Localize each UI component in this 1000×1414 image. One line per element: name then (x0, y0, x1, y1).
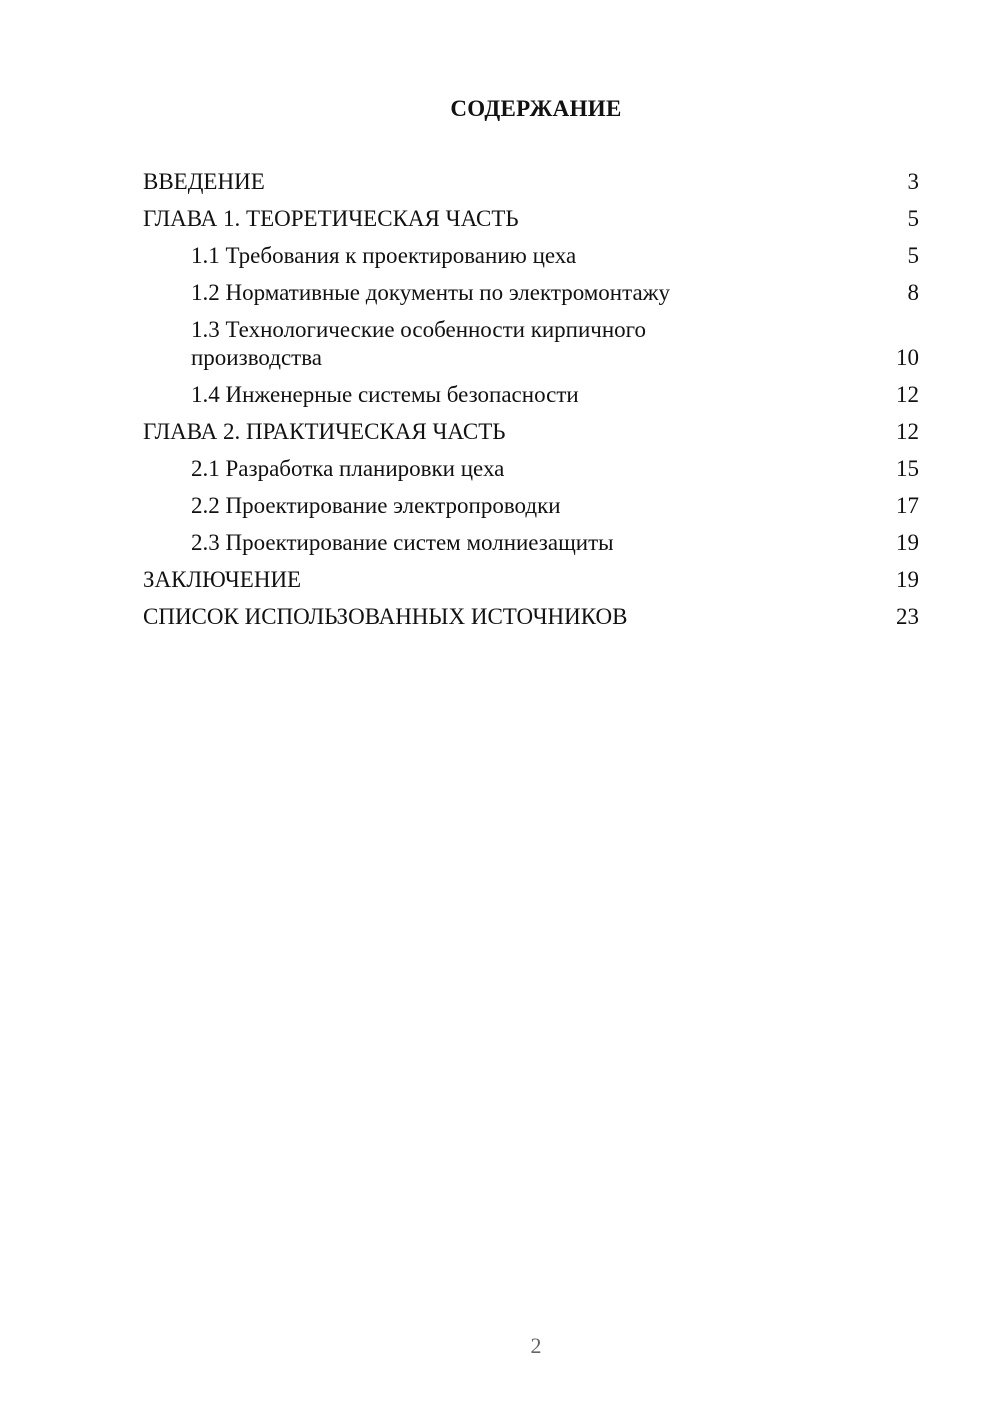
toc-entry-label: ЗАКЛЮЧЕНИЕ (143, 567, 302, 592)
toc-entry-page-number: 3 (907, 169, 919, 194)
toc-entry-label: СПИСОК ИСПОЛЬЗОВАННЫХ ИСТОЧНИКОВ (143, 604, 628, 629)
toc-entry-section-1-4[interactable] (143, 381, 919, 409)
toc-entry-page-number: 19 (896, 530, 919, 555)
toc-entry-label: 2.2 Проектирование электропроводки (191, 493, 561, 518)
toc-entry-label: 1.3 Технологические особенности кирпичного производства (191, 317, 647, 370)
toc-entry-page-number: 10 (896, 345, 919, 370)
toc-entry-page-number: 19 (896, 567, 919, 592)
toc-entry-label: 2.1 Разработка планировки цеха (191, 456, 505, 481)
toc-entry-chapter-2[interactable] (143, 418, 919, 446)
toc-entry-section-1-1[interactable] (143, 242, 919, 270)
toc-entry-page-number: 17 (896, 493, 919, 518)
toc-entry-page-number: 15 (896, 456, 919, 481)
toc-entry-section-1-3[interactable] (143, 316, 919, 372)
toc-entry-page-number: 23 (896, 604, 919, 629)
toc-entry-label: 1.1 Требования к проектированию цеха (191, 243, 577, 268)
toc-entry-label: 2.3 Проектирование систем молниезащиты (191, 530, 614, 555)
toc-entry-label: 1.2 Нормативные документы по электромонтажу (191, 280, 671, 305)
toc-entry-label: ГЛАВА 2. ПРАКТИЧЕСКАЯ ЧАСТЬ (143, 419, 506, 444)
toc-entry-section-2-2[interactable] (143, 492, 919, 520)
toc-entry-label: ВВЕДЕНИЕ (143, 169, 265, 194)
toc-entry-conclusion[interactable] (143, 566, 919, 594)
toc-entry-page-number: 8 (907, 280, 919, 305)
page-number: 2 (530, 1333, 542, 1358)
toc-entry-section-2-1[interactable] (143, 455, 919, 483)
toc-entry-section-2-3[interactable] (143, 529, 919, 557)
toc-entry-page-number: 5 (907, 206, 919, 231)
toc-entry-page-number: 5 (907, 243, 919, 268)
toc-entry-label: ГЛАВА 1. ТЕОРЕТИЧЕСКАЯ ЧАСТЬ (143, 206, 519, 231)
toc-entry-section-1-2[interactable] (143, 279, 919, 307)
table-of-contents (143, 168, 919, 640)
toc-entry-introduction[interactable] (143, 168, 919, 196)
toc-entry-label: 1.4 Инженерные системы безопасности (191, 382, 579, 407)
page-title: СОДЕРЖАНИЕ (450, 96, 622, 121)
toc-entry-page-number: 12 (896, 419, 919, 444)
toc-entry-chapter-1[interactable] (143, 205, 919, 233)
toc-entry-page-number: 12 (896, 382, 919, 407)
toc-entry-references[interactable] (143, 603, 919, 631)
